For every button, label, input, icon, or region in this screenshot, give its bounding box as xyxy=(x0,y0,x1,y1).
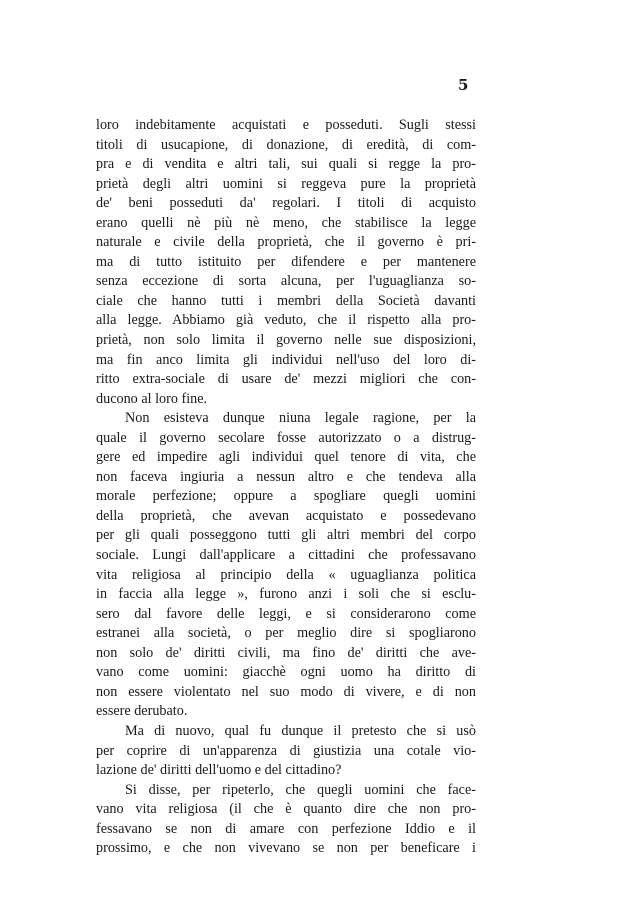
text-line: Si disse, per ripeterlo, che quegli uomini che face- xyxy=(125,781,476,798)
text-line: vano vita religiosa (il che è quanto dire che non pro- xyxy=(96,801,476,818)
text-line: lazione de' diritti dell'uomo e del cittadino? xyxy=(96,762,342,779)
text-line: in faccia alla legge », furono anzi i soli che si esclu- xyxy=(96,586,476,603)
text-line: ritto extra-sociale di usare de' mezzi migliori che con- xyxy=(96,371,476,388)
text-line: prietà, non solo limita il governo nelle sue disposizioni, xyxy=(96,332,476,349)
text-line: alla legge. Abbiamo già veduto, che il rispetto alla pro- xyxy=(96,312,476,329)
body-text xyxy=(96,116,476,859)
text-line: ciale che hanno tutti i membri della Società davanti xyxy=(96,292,476,309)
text-line: senza eccezione di sorta alcuna, per l'uguaglianza so- xyxy=(96,273,476,290)
text-line: Non esisteva dunque niuna legale ragione, per la xyxy=(125,410,476,427)
text-line: prossimo, e che non vivevano se non per beneficare i xyxy=(96,840,476,857)
paragraph xyxy=(96,116,476,409)
page-number: 5 xyxy=(458,76,469,94)
text-line: della proprietà, che avevan acquistato e possedevano xyxy=(96,507,476,524)
text-line: Ma di nuovo, qual fu dunque il pretesto che si usò xyxy=(125,722,476,739)
text-line: quale il governo secolare fosse autorizzato o a distrug- xyxy=(96,429,476,446)
text-line: loro indebitamente acquistati e posseduti. Sugli stessi xyxy=(96,117,476,133)
text-line: vano come uomini: giacchè ogni uomo ha diritto di xyxy=(96,664,476,681)
text-line: de' beni posseduti da' regolari. I titoli di acquisto xyxy=(96,195,476,212)
text-line: vita religiosa al principio della « uguaglianza politica xyxy=(96,566,476,583)
text-line: non faceva ingiuria a nessun altro e che tendeva alla xyxy=(96,468,476,485)
text-line: essere derubato. xyxy=(96,703,188,720)
text-line: pra e di vendita e altri tali, sui quali si regge la pro- xyxy=(96,156,476,173)
text-line: erano quelli nè più nè meno, che stabilisce la legge xyxy=(96,214,476,231)
text-line: per gli quali posseggono tutti gli altri membri del corpo xyxy=(96,527,476,544)
paragraph xyxy=(96,722,476,781)
text-line: non essere violentato nel suo modo di vivere, e di non xyxy=(96,683,476,700)
text-line: naturale e civile della proprietà, che il governo è pri- xyxy=(96,234,476,251)
text-line: non solo de' diritti civili, ma fino de' diritti che ave- xyxy=(96,644,476,661)
text-line: ma di tutto istituito per difendere e per mantenere xyxy=(96,253,476,270)
paragraph xyxy=(96,409,476,722)
text-line: prietà degli altri uomini si reggeva pure la proprietà xyxy=(96,175,476,192)
paragraph xyxy=(96,781,476,859)
text-line: sero dal favore delle leggi, e si considerarono come xyxy=(96,605,476,622)
text-line: ma fin anco limita gli individui nell'uso del loro di- xyxy=(96,351,476,368)
text-line: per coprire di un'apparenza di giustizia una cotale vio- xyxy=(96,742,476,759)
text-line: morale perfezione; oppure a spogliare quegli uomini xyxy=(96,488,476,505)
text-line: titoli di usucapione, di donazione, di eredità, di com- xyxy=(96,136,476,153)
text-line: sociale. Lungi dall'applicare a cittadini che professavano xyxy=(96,547,476,564)
text-line: ducono al loro fine. xyxy=(96,390,208,407)
text-line: estranei alla società, o per meglio dire si spogliarono xyxy=(96,625,476,642)
text-line: fessavano se non di amare con perfezione Iddio e il xyxy=(96,820,476,837)
text-line: gere ed impedire agli individui quel tenore di vita, che xyxy=(96,449,476,466)
